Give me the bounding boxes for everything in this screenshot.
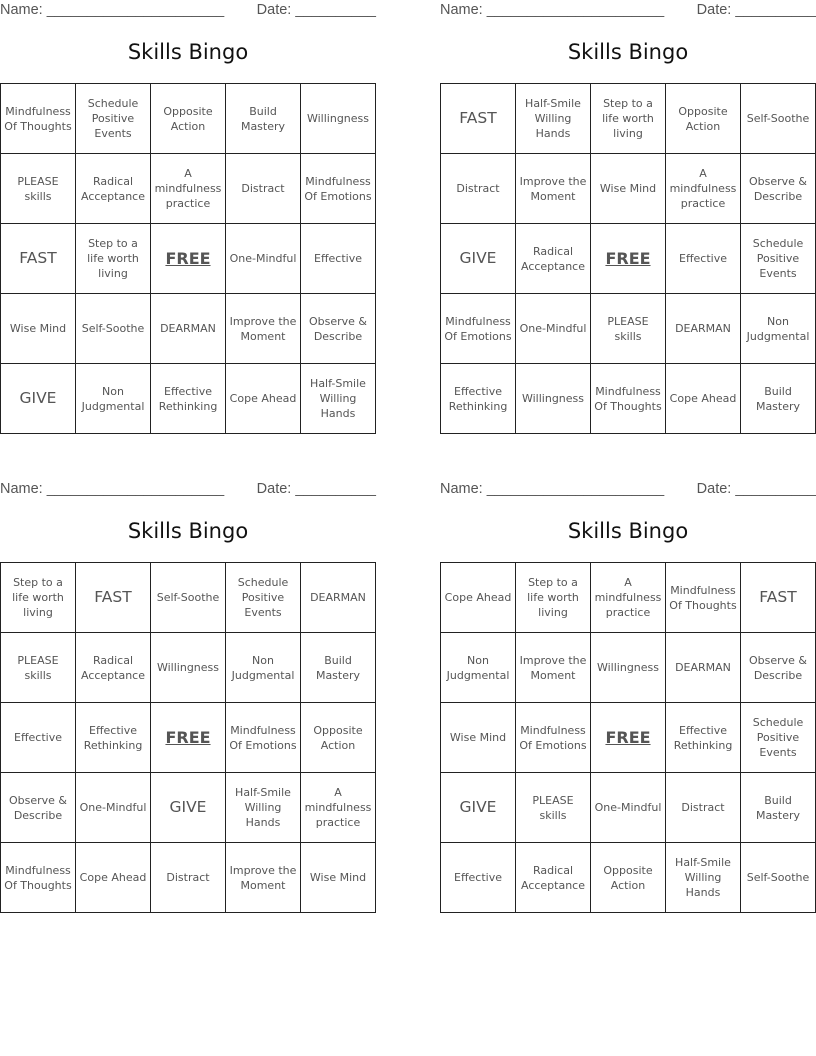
bingo-cell: One-Mindful: [591, 773, 666, 843]
bingo-cell: Step to a life worth living: [76, 224, 151, 294]
bingo-cell: Cope Ahead: [441, 563, 516, 633]
bingo-cell: Non Judgmental: [226, 633, 301, 703]
bingo-cell: Mindfulness Of Emotions: [226, 703, 301, 773]
bingo-cell: Half-Smile Willing Hands: [226, 773, 301, 843]
bingo-cell: Improve the Moment: [226, 294, 301, 364]
bingo-cell: GIVE: [441, 773, 516, 843]
bingo-cell: Build Mastery: [226, 84, 301, 154]
bingo-cell: Improve the Moment: [516, 633, 591, 703]
bingo-cell: Effective Rethinking: [666, 703, 741, 773]
bingo-cell: Mindfulness Of Emotions: [301, 154, 376, 224]
bingo-cell: Mindfulness Of Thoughts: [1, 843, 76, 913]
bingo-cell: Willingness: [151, 633, 226, 703]
bingo-cell: Observe & Describe: [301, 294, 376, 364]
bingo-cell: Build Mastery: [301, 633, 376, 703]
bingo-cell: One-Mindful: [226, 224, 301, 294]
bingo-cell: FAST: [1, 224, 76, 294]
bingo-cell: Cope Ahead: [666, 364, 741, 434]
card-title: Skills Bingo: [567, 519, 689, 543]
bingo-cell: Self-Soothe: [151, 563, 226, 633]
bingo-grid: [440, 562, 816, 913]
name-label: Name: ______________________: [0, 481, 225, 497]
free-space: FREE: [151, 224, 226, 294]
bingo-cell: A mindfulness practice: [151, 154, 226, 224]
bingo-cell: Half-Smile Willing Hands: [301, 364, 376, 434]
name-label: Name: ______________________: [440, 2, 665, 18]
bingo-cell: Step to a life worth living: [516, 563, 591, 633]
bingo-cell: Schedule Positive Events: [226, 563, 301, 633]
bingo-cell: Effective Rethinking: [151, 364, 226, 434]
bingo-cell: Willingness: [301, 84, 376, 154]
bingo-cell: Mindfulness Of Thoughts: [591, 364, 666, 434]
bingo-cell: Effective: [301, 224, 376, 294]
bingo-cell: FAST: [741, 563, 816, 633]
bingo-cell: Self-Soothe: [741, 84, 816, 154]
bingo-cell: Radical Acceptance: [76, 154, 151, 224]
bingo-cell: FAST: [441, 84, 516, 154]
bingo-grid: [0, 562, 376, 913]
bingo-cell: Wise Mind: [1, 294, 76, 364]
bingo-cell: Half-Smile Willing Hands: [516, 84, 591, 154]
bingo-cell: Opposite Action: [591, 843, 666, 913]
bingo-grid: [440, 83, 816, 434]
bingo-cell: Radical Acceptance: [516, 843, 591, 913]
bingo-cell: GIVE: [1, 364, 76, 434]
bingo-cell: Opposite Action: [151, 84, 226, 154]
bingo-cell: Step to a life worth living: [591, 84, 666, 154]
date-label: Date: __________: [256, 2, 376, 18]
bingo-cell: Non Judgmental: [441, 633, 516, 703]
bingo-cell: Cope Ahead: [76, 843, 151, 913]
bingo-cell: Schedule Positive Events: [741, 703, 816, 773]
card-header: [0, 0, 376, 22]
bingo-cell: Self-Soothe: [76, 294, 151, 364]
bingo-cell: Radical Acceptance: [76, 633, 151, 703]
date-label: Date: __________: [256, 481, 376, 497]
bingo-cell: PLEASE skills: [1, 154, 76, 224]
date-label: Date: __________: [696, 481, 816, 497]
bingo-cell: A mindfulness practice: [591, 563, 666, 633]
bingo-cell: Mindfulness Of Emotions: [441, 294, 516, 364]
bingo-cell: Distract: [151, 843, 226, 913]
bingo-cell: Distract: [226, 154, 301, 224]
bingo-cell: Non Judgmental: [76, 364, 151, 434]
card-title: Skills Bingo: [567, 40, 689, 64]
bingo-cell: Mindfulness Of Emotions: [516, 703, 591, 773]
bingo-cell: Effective: [666, 224, 741, 294]
bingo-cell: Distract: [441, 154, 516, 224]
bingo-cell: Half-Smile Willing Hands: [666, 843, 741, 913]
bingo-cell: Build Mastery: [741, 364, 816, 434]
bingo-cell: Observe & Describe: [741, 154, 816, 224]
bingo-cell: Effective: [441, 843, 516, 913]
bingo-cell: Schedule Positive Events: [741, 224, 816, 294]
bingo-cell: Observe & Describe: [741, 633, 816, 703]
card-title: Skills Bingo: [127, 519, 249, 543]
date-label: Date: __________: [696, 2, 816, 18]
bingo-cell: Schedule Positive Events: [76, 84, 151, 154]
bingo-cell: PLEASE skills: [516, 773, 591, 843]
bingo-cell: Effective Rethinking: [76, 703, 151, 773]
bingo-cell: GIVE: [151, 773, 226, 843]
bingo-cell: Improve the Moment: [516, 154, 591, 224]
bingo-cell: Wise Mind: [591, 154, 666, 224]
bingo-cell: Distract: [666, 773, 741, 843]
free-space: FREE: [591, 224, 666, 294]
bingo-cell: Cope Ahead: [226, 364, 301, 434]
bingo-cell: Mindfulness Of Thoughts: [666, 563, 741, 633]
bingo-cell: Willingness: [591, 633, 666, 703]
bingo-cell: Build Mastery: [741, 773, 816, 843]
bingo-cell: Willingness: [516, 364, 591, 434]
bingo-cell: Step to a life worth living: [1, 563, 76, 633]
name-label: Name: ______________________: [0, 2, 225, 18]
bingo-cell: Mindfulness Of Thoughts: [1, 84, 76, 154]
bingo-cell: DEARMAN: [151, 294, 226, 364]
bingo-cell: Radical Acceptance: [516, 224, 591, 294]
bingo-cell: A mindfulness practice: [666, 154, 741, 224]
bingo-cell: Observe & Describe: [1, 773, 76, 843]
bingo-grid: [0, 83, 376, 434]
bingo-cell: DEARMAN: [666, 294, 741, 364]
bingo-cell: Self-Soothe: [741, 843, 816, 913]
free-space: FREE: [151, 703, 226, 773]
card-header: [0, 479, 376, 501]
bingo-cell: One-Mindful: [516, 294, 591, 364]
bingo-cell: GIVE: [441, 224, 516, 294]
bingo-cell: DEARMAN: [301, 563, 376, 633]
bingo-cell: Non Judgmental: [741, 294, 816, 364]
bingo-cell: PLEASE skills: [1, 633, 76, 703]
free-space: FREE: [591, 703, 666, 773]
bingo-cell: Opposite Action: [301, 703, 376, 773]
card-header: [440, 0, 816, 22]
card-title: Skills Bingo: [127, 40, 249, 64]
card-header: [440, 479, 816, 501]
bingo-cell: Wise Mind: [441, 703, 516, 773]
bingo-cell: Effective: [1, 703, 76, 773]
bingo-cell: Wise Mind: [301, 843, 376, 913]
bingo-cell: Effective Rethinking: [441, 364, 516, 434]
bingo-cell: Improve the Moment: [226, 843, 301, 913]
bingo-cell: PLEASE skills: [591, 294, 666, 364]
bingo-cell: A mindfulness practice: [301, 773, 376, 843]
bingo-cell: Opposite Action: [666, 84, 741, 154]
bingo-cell: FAST: [76, 563, 151, 633]
bingo-cell: One-Mindful: [76, 773, 151, 843]
name-label: Name: ______________________: [440, 481, 665, 497]
bingo-cell: DEARMAN: [666, 633, 741, 703]
